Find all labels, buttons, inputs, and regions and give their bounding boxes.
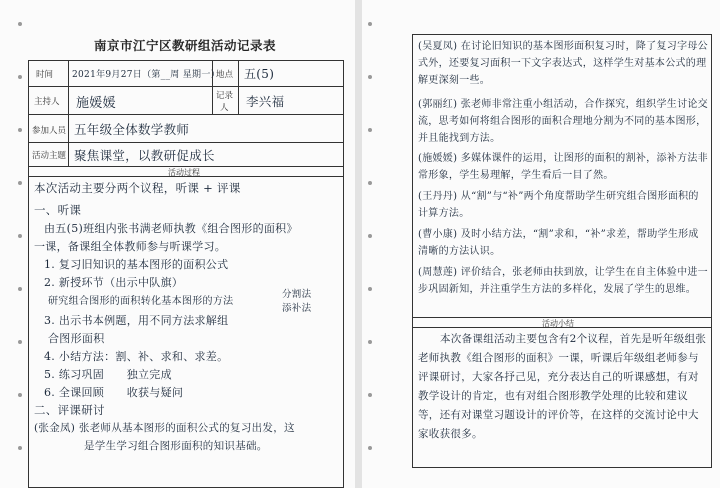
review-zhou: (周慧莲) 评价结合，张老师由扶到放，让学生在自主体验中进一步巩固新知，并注重学生方法的多样化，发展了学生的思维。	[418, 267, 708, 295]
time-label: 时间	[36, 70, 54, 80]
step-3-line-1: 3. 出示书本例题，用不同方法求解组	[44, 314, 229, 327]
book-gutter	[355, 0, 362, 488]
step-6: 6. 全课回顾 收获与疑问	[44, 386, 184, 399]
process-intro: 本次活动主要分两个议程，听课 + 评课	[34, 181, 241, 195]
step-2-detail: 研究组合图形的面积转化基本图形的方法	[48, 296, 234, 307]
review-zhang-line-2: 是学生学习组合图形面积的知识基础。	[84, 440, 268, 452]
review-zhang-line-1: (张金凤) 张老师从基本图形的面积公式的复习出发，这	[34, 422, 295, 434]
summary-header: 活动小结	[542, 319, 574, 328]
step-4: 4. 小结方法：割、补、求和、求差。	[44, 350, 229, 363]
review-cao: (曹小康) 及时小结方法，“割”求和，“补”求差，帮助学生形成清晰的方法认识。	[418, 229, 699, 257]
section-1-line-1: 由五(5)班组内张书满老师执教《组合图形的面积》	[44, 222, 298, 235]
host-label: 主持人	[34, 97, 60, 107]
review-shi: (施媛媛) 多媒体课件的运用，让图形的面积的割补，添补方法非常形象，学生易理解，学生看后一目了然。	[418, 153, 708, 181]
place-value: 五(5)	[244, 67, 275, 81]
step-2-note-split: 分割法	[282, 289, 312, 300]
process-header: 活动过程	[168, 168, 200, 177]
review-wang: (王丹丹) 从“割”与“补”两个角度帮助学生研究组合图形面积的计算方法。	[418, 191, 699, 219]
form-title: 南京市江宁区教研组活动记录表	[93, 38, 276, 53]
time-value: 2021年9月27日（第__周 星期一）	[72, 70, 220, 80]
recorder-label-1: 记录	[216, 91, 234, 101]
review-guo: (郭丽红) 张老师非常注重小组活动，合作探究，组织学生讨论交流，思考如何将组合图形的面积合理地分割为不同的基本图形，并且能找到方法。	[418, 99, 708, 144]
recorder-label-2: 人	[220, 103, 229, 113]
section-1-heading: 一、听课	[34, 203, 82, 217]
summary-text: 本次备课组活动主要包含有2个议程，首先是听年级组张老师执教《组合图形的面积》一课，听课后年级组老师参与评课研讨，大家各抒己见，充分表达自己的听课感想，有对教学设计的肯定，也有对组合图形教学处理的比较和建议等，还有对课堂习题设计的评价等，在这样的交流讨论中大家收获很多。	[418, 333, 707, 440]
topic-label: 活动主题	[32, 151, 67, 161]
participants-value: 五年级全体数学教师	[74, 122, 190, 137]
review-wu: (吴夏凤) 在讨论旧知识的基本图形面积复习时，降了复习字母公式外，还要复习面积一下文字表达式，这样学生对基本公式的理解更深刻一些。	[418, 41, 708, 86]
step-5: 5. 练习巩固 独立完成	[44, 368, 172, 381]
participants-label: 参加人员	[32, 126, 67, 136]
host-value: 施媛媛	[76, 96, 116, 111]
section-2-heading: 二、评课研讨	[34, 403, 105, 417]
topic-value: 聚焦课堂，以教研促成长	[74, 148, 215, 163]
step-3-line-2: 合图形面积	[48, 332, 105, 345]
section-1-line-2: 一课，备课组全体教师参与听课学习。	[34, 240, 227, 253]
right-page	[362, 0, 720, 488]
recorder-value: 李兴福	[246, 94, 285, 109]
step-2-note-fill: 添补法	[282, 303, 312, 314]
step-2: 2. 新授环节（出示中队旗）	[44, 276, 184, 289]
place-label: 地点	[216, 70, 234, 80]
step-1: 1. 复习旧知识的基本图形的面积公式	[44, 258, 229, 271]
left-page	[0, 0, 355, 488]
